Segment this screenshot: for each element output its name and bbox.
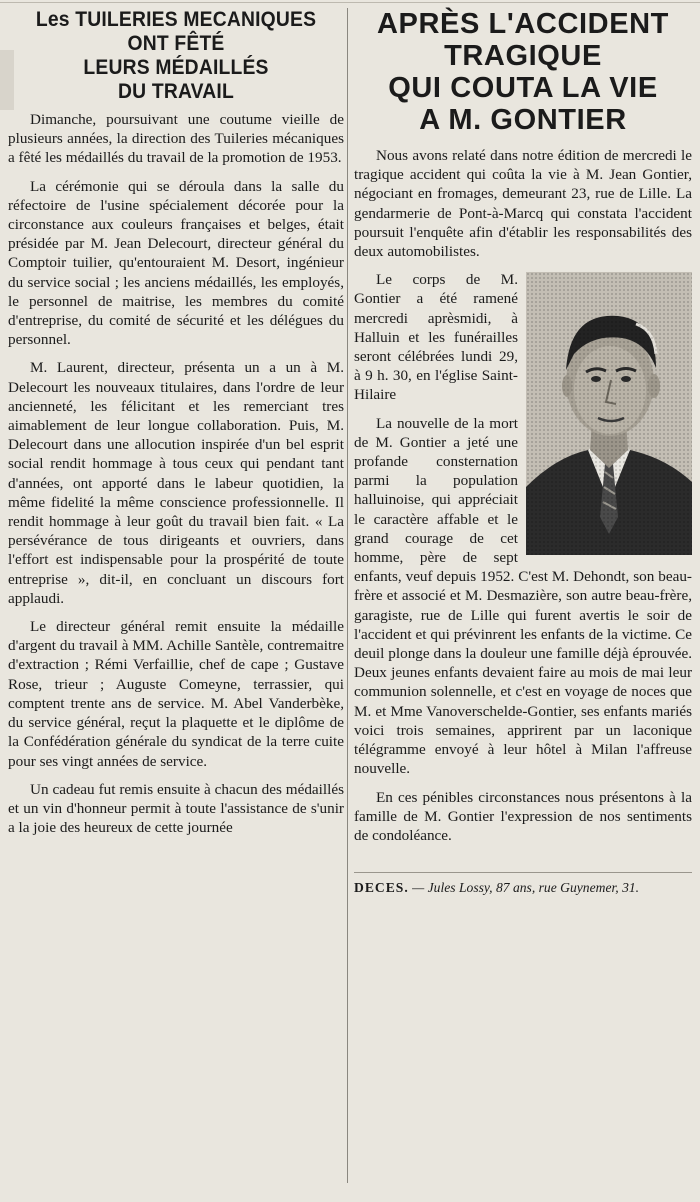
- death-notice-text: — Jules Lossy, 87 ans, rue Guynemer, 31.: [412, 880, 640, 896]
- portrait-photo-icon: [526, 272, 692, 555]
- right-paragraph: En ces pénibles circonstances nous présentons à la famille de M. Gontier l'expression de nos sentiments de condoléance.: [354, 788, 692, 844]
- left-headline-line: DU TRAVAIL: [118, 80, 234, 103]
- right-headline-line: TRAGIQUE: [444, 40, 602, 72]
- death-notice-label: DECES.: [354, 880, 409, 896]
- right-headline-line: QUI COUTA LA VIE: [388, 72, 658, 104]
- right-article: [354, 8, 692, 896]
- right-headline-line: APRÈS L'ACCIDENT: [376, 8, 669, 40]
- left-paragraph: Dimanche, poursuivant une coutume vieille de plusieurs années, la direction des Tuileries mécaniques a fêté les médaillés du travail de la promotion de 1953.: [8, 111, 344, 167]
- portrait-photo: [526, 272, 692, 555]
- right-paragraph: Le corps de M. Gontier a été ramené mercredi aprèsmidi, à Halluin et les funérailles seront célébrées lundi 29, à 9 h. 30, en l'église Saint-Hilaire: [354, 271, 518, 404]
- left-paragraph: La cérémonie qui se déroula dans la salle du réfectoire de l'usine spécialement décorée pour la circonstance aux couleurs françaises et belges, était présidée par M. Jean Delecourt, directeur général du Comptoir tuilier, qu'entouraient M. Desort, ingénieur du service social ; les anciens médaillés, les employés, le personnel de maitrise, les membres du comité d'entreprise, du comité de sécurité et les délégues du personnel.: [8, 177, 344, 349]
- left-paragraph: Le directeur général remit ensuite la médaille d'argent du travail à MM. Achille Santèle, contremaitre d'extraction ; Rémi Verfaillie, chef de cape ; Gustave Rose, trieur ; Auguste Comeyne, terrassier, qui comptent trente ans de service. M. Abel Vanderbèke, du service général, reçut la plaquette et le diplôme de la Confédération générale du syndicat de la terre cuite pour ses vingt années de service.: [8, 618, 344, 770]
- right-headline: [354, 8, 692, 136]
- left-headline-line: ONT FÊTÉ: [127, 32, 225, 55]
- right-paragraph: Nous avons relaté dans notre édition de mercredi le tragique accident qui coûta la vie à M. Jean Gontier, négociant en fromages, demeurant 23, rue de Lille. La gendarmerie de Pont-à-Marcq qui constata l'accident poursuit l'enquête afin d'établir les responsabilités des deux automobilistes.: [354, 147, 692, 261]
- left-headline-line: Les TUILERIES MECANIQUES: [35, 8, 317, 31]
- right-headline-line: A M. GONTIER: [419, 104, 627, 136]
- left-article: [8, 8, 344, 846]
- death-notice: [354, 872, 692, 896]
- page-top-rule: [0, 2, 700, 3]
- left-paragraph: M. Laurent, directeur, présenta un a un à M. Delecourt les nouveaux titulaires, dans l'ordre de leur ancienneté, les félicitant et les remerciant tres aimablement de leur longue collaboration. Puis, M. Delecourt dans une allocution inspirée d'un bel esprit social rendit hommage à tous ceux qui pendant tant d'années, ont apporté dans le labeur quotidien, la même fidelité la même conscience professionnelle. Il rendit hommage à leur goût du travail bien fait. « La persévérance de tous dirigeants et ouvriers, dans l'effort est indispensable pour la prospérité de toute entreprise », dit-il, en concluant un discours fort applaudi.: [8, 359, 344, 607]
- column-divider: [347, 8, 348, 1183]
- left-headline: [21, 8, 330, 104]
- right-paragraph: La nouvelle de la mort de M. Gontier a jeté une profande consternation parmi la population halluinoise, qui appréciait le caractère affable et le grand courage de cet homme, père de sept enfants, veuf depuis 1952. C'est M. Dehondt, son beau-frère et associé et M. Desmazière, son autre beau-frère, garagiste, rue de Lille qui furent avertis le soir de l'accident et qui prévinrent les enfants de la victime. Ce deuil plonge dans la douleur une famille déjà éprouvée. Deux jeunes enfants devaient faire au mois de mai leur communion solennelle, et c'est en voyage de noces que M. et Mme Vanoverschelde-Gontier, ses enfants mariés voici trois semaines, apprirent par un laconique télégramme envoyé à leur hôtel à Milan l'affreuse nouvelle.: [354, 414, 692, 778]
- left-paragraph: Un cadeau fut remis ensuite à chacun des médaillés et un vin d'honneur permit à toute l'assistance de s'unir a la joie des heureux de cette journée: [8, 780, 344, 837]
- left-headline-line: LEURS MÉDAILLÉS: [83, 56, 269, 79]
